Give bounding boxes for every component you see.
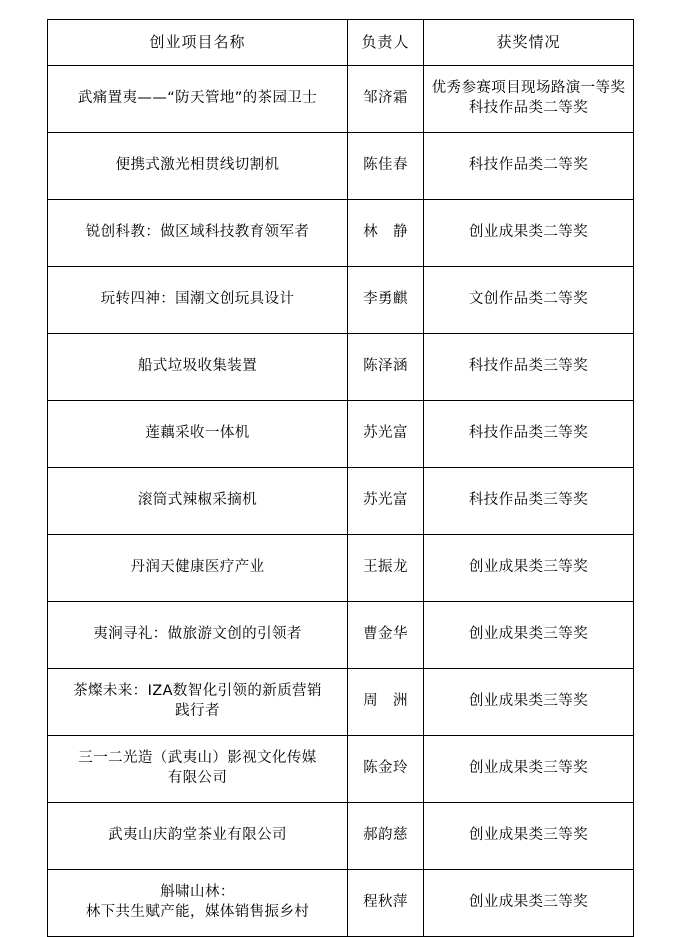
- cell-leader: 陈金玲: [348, 736, 424, 803]
- cell-project: 茶燦未来：IZA数智化引领的新质营销 践行者: [48, 669, 348, 736]
- cell-leader: 林 静: [348, 200, 424, 267]
- cell-award: 创业成果类二等奖: [424, 200, 634, 267]
- table-row: [48, 200, 634, 267]
- column-header-award: 获奖情况: [424, 20, 634, 66]
- cell-award: 文创作品类二等奖: [424, 267, 634, 334]
- table-row: [48, 535, 634, 602]
- cell-award: 科技作品类三等奖: [424, 401, 634, 468]
- table-row: [48, 334, 634, 401]
- cell-project: 夷涧寻礼：做旅游文创的引领者: [48, 602, 348, 669]
- cell-leader: 苏光富: [348, 401, 424, 468]
- table-row: [48, 602, 634, 669]
- cell-project: 武痛置夷——“防天管地”的茶园卫士: [48, 66, 348, 133]
- cell-leader: 郝韵慈: [348, 803, 424, 870]
- cell-leader: 陈泽涵: [348, 334, 424, 401]
- cell-award: 创业成果类三等奖: [424, 535, 634, 602]
- cell-project: 莲藕采收一体机: [48, 401, 348, 468]
- cell-project: 船式垃圾收集装置: [48, 334, 348, 401]
- table-row: [48, 803, 634, 870]
- table-header: [48, 20, 634, 66]
- cell-leader: 陈佳春: [348, 133, 424, 200]
- cell-award: 科技作品类二等奖: [424, 133, 634, 200]
- table-row: [48, 133, 634, 200]
- cell-project: 斛啸山林： 林下共生赋产能，媒体销售振乡村: [48, 870, 348, 937]
- cell-leader: 苏光富: [348, 468, 424, 535]
- cell-project: 便携式激光相贯线切割机: [48, 133, 348, 200]
- cell-project: 武夷山庆韵堂茶业有限公司: [48, 803, 348, 870]
- table-header-row: [48, 20, 634, 66]
- table-row: [48, 669, 634, 736]
- cell-leader: 李勇麒: [348, 267, 424, 334]
- table-body: [48, 66, 634, 937]
- cell-award: 优秀参赛项目现场路演一等奖 科技作品类二等奖: [424, 66, 634, 133]
- table-row: [48, 66, 634, 133]
- cell-award: 科技作品类三等奖: [424, 468, 634, 535]
- cell-project: 丹润天健康医疗产业: [48, 535, 348, 602]
- cell-project: 三一二光造（武夷山）影视文化传媒 有限公司: [48, 736, 348, 803]
- cell-award: 创业成果类三等奖: [424, 669, 634, 736]
- cell-leader: 邹济霜: [348, 66, 424, 133]
- cell-leader: 王振龙: [348, 535, 424, 602]
- cell-award: 科技作品类三等奖: [424, 334, 634, 401]
- cell-project: 锐创科教：做区域科技教育领军者: [48, 200, 348, 267]
- cell-project: 玩转四神：国潮文创玩具设计: [48, 267, 348, 334]
- table-row: [48, 267, 634, 334]
- table-row: [48, 401, 634, 468]
- table-row: [48, 736, 634, 803]
- award-table: [47, 19, 634, 937]
- cell-leader: 曹金华: [348, 602, 424, 669]
- cell-leader: 周 洲: [348, 669, 424, 736]
- column-header-project: 创业项目名称: [48, 20, 348, 66]
- cell-award: 创业成果类三等奖: [424, 870, 634, 937]
- cell-project: 滚筒式辣椒采摘机: [48, 468, 348, 535]
- cell-award: 创业成果类三等奖: [424, 736, 634, 803]
- table-row: [48, 468, 634, 535]
- cell-award: 创业成果类三等奖: [424, 602, 634, 669]
- table-row: [48, 870, 634, 937]
- cell-award: 创业成果类三等奖: [424, 803, 634, 870]
- column-header-leader: 负责人: [348, 20, 424, 66]
- cell-leader: 程秋萍: [348, 870, 424, 937]
